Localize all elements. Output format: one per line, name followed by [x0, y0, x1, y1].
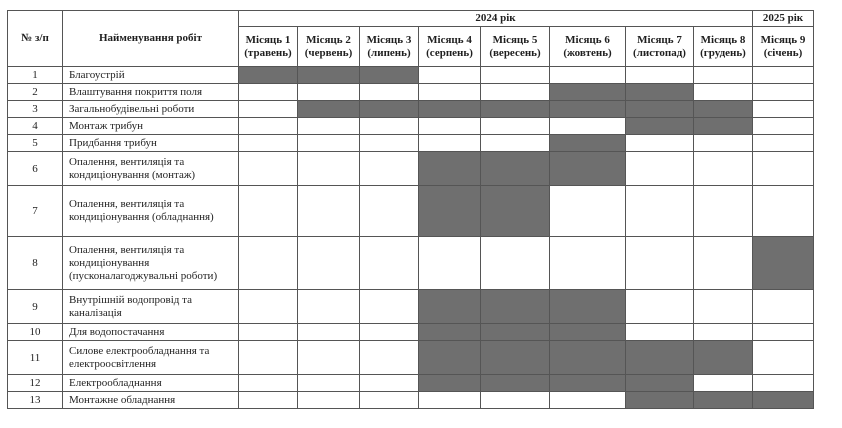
schedule-cell-empty [360, 135, 419, 152]
schedule-cell-empty [298, 290, 360, 324]
schedule-cell-empty [360, 237, 419, 290]
schedule-cell-empty [239, 118, 298, 135]
schedule-cell-active [419, 186, 481, 237]
schedule-cell-empty [298, 324, 360, 341]
schedule-cell-empty [626, 290, 694, 324]
schedule-cell-empty [481, 118, 550, 135]
row-number: 2 [8, 84, 63, 101]
work-name-line: кондиціонування (монтаж) [69, 168, 196, 181]
header-year-2025: 2025 рік [753, 11, 814, 27]
work-name-line: Електрообладнання [69, 376, 162, 389]
work-name [63, 392, 239, 409]
schedule-cell-active [626, 84, 694, 101]
schedule-cell-empty [419, 118, 481, 135]
schedule-cell-empty [550, 67, 626, 84]
schedule-cell-active [550, 152, 626, 186]
schedule-cell-empty [360, 186, 419, 237]
row-number: 7 [8, 186, 63, 237]
row-number: 12 [8, 375, 63, 392]
month-header-8 [694, 27, 753, 67]
table-row [8, 152, 814, 186]
row-number: 4 [8, 118, 63, 135]
work-name [63, 290, 239, 324]
schedule-cell-active [626, 341, 694, 375]
table-row [8, 375, 814, 392]
schedule-cell-empty [694, 324, 753, 341]
row-number: 10 [8, 324, 63, 341]
work-name-line: Опалення, вентиляція та [69, 198, 185, 210]
table-row [8, 324, 814, 341]
schedule-cell-empty [360, 324, 419, 341]
schedule-cell-empty [298, 392, 360, 409]
month-number: Місяць 4 [427, 33, 472, 46]
schedule-cell-empty [481, 84, 550, 101]
schedule-cell-active [694, 101, 753, 118]
month-number: Місяць 7 [637, 33, 682, 46]
header-work-name: Найменування робіт [63, 11, 239, 67]
schedule-cell-active [550, 375, 626, 392]
schedule-cell-empty [694, 186, 753, 237]
month-header-5 [481, 27, 550, 67]
schedule-cell-active [481, 186, 550, 237]
schedule-cell-empty [481, 135, 550, 152]
schedule-cell-empty [419, 237, 481, 290]
schedule-cell-active [481, 152, 550, 186]
schedule-cell-active [419, 341, 481, 375]
schedule-cell-empty [298, 152, 360, 186]
month-number: Місяць 5 [492, 33, 538, 46]
schedule-cell-active [550, 135, 626, 152]
schedule-cell-active [298, 67, 360, 84]
schedule-cell-empty [239, 186, 298, 237]
work-name-line: каналізація [69, 306, 122, 319]
schedule-sheet [7, 10, 814, 409]
row-number: 8 [8, 237, 63, 290]
schedule-cell-empty [550, 392, 626, 409]
work-name [63, 135, 239, 152]
schedule-cell-active [360, 67, 419, 84]
work-name-line: Внутрішній водопровід та [69, 293, 192, 306]
month-name: (липень) [367, 46, 411, 59]
schedule-cell-empty [239, 237, 298, 290]
work-name-line: кондиціонування [69, 256, 150, 269]
schedule-cell-active [550, 101, 626, 118]
work-name [63, 341, 239, 375]
schedule-cell-active [239, 67, 298, 84]
schedule-cell-active [550, 84, 626, 101]
schedule-cell-empty [298, 237, 360, 290]
schedule-cell-empty [626, 152, 694, 186]
table-row [8, 101, 814, 118]
schedule-cell-active [626, 375, 694, 392]
table-row [8, 135, 814, 152]
work-name-line: Придбання трибун [69, 136, 157, 149]
schedule-cell-active [481, 324, 550, 341]
schedule-cell-empty [239, 324, 298, 341]
schedule-cell-empty [481, 237, 550, 290]
row-number: 6 [8, 152, 63, 186]
schedule-cell-empty [753, 186, 814, 237]
schedule-cell-empty [626, 186, 694, 237]
schedule-cell-empty [550, 237, 626, 290]
schedule-cell-active [360, 101, 419, 118]
schedule-cell-active [481, 290, 550, 324]
schedule-cell-empty [239, 101, 298, 118]
header-number: № з/п [8, 11, 63, 67]
work-name-line: кондиціонування (обладнання) [69, 211, 214, 223]
schedule-cell-empty [360, 84, 419, 101]
schedule-cell-active [419, 101, 481, 118]
schedule-cell-empty [753, 101, 814, 118]
month-number: Місяць 3 [366, 33, 412, 46]
schedule-cell-empty [626, 324, 694, 341]
row-number: 5 [8, 135, 63, 152]
month-name: (жовтень) [563, 46, 612, 59]
schedule-cell-empty [694, 152, 753, 186]
table-row [8, 186, 814, 237]
schedule-cell-empty [481, 67, 550, 84]
schedule-cell-empty [419, 67, 481, 84]
schedule-cell-empty [239, 392, 298, 409]
schedule-cell-empty [481, 392, 550, 409]
schedule-cell-empty [694, 67, 753, 84]
month-number: Місяць 6 [565, 33, 610, 46]
schedule-cell-empty [753, 152, 814, 186]
schedule-cell-active [550, 324, 626, 341]
schedule-cell-active [481, 375, 550, 392]
schedule-cell-active [753, 237, 814, 290]
work-name [63, 118, 239, 135]
work-name [63, 237, 239, 290]
schedule-cell-active [481, 341, 550, 375]
schedule-cell-empty [239, 341, 298, 375]
month-number: Місяць 8 [700, 33, 746, 46]
table-row [8, 392, 814, 409]
schedule-cell-active [298, 101, 360, 118]
schedule-cell-active [626, 392, 694, 409]
table-row [8, 118, 814, 135]
schedule-cell-empty [298, 84, 360, 101]
schedule-cell-empty [694, 237, 753, 290]
work-name-line: Опалення, вентиляція та [69, 243, 185, 256]
row-number: 3 [8, 101, 63, 118]
work-name-line: (пусконалагоджувальні роботи) [69, 269, 218, 282]
schedule-cell-empty [753, 375, 814, 392]
month-number: Місяць 2 [306, 33, 351, 46]
work-name-line: Монтаж трибун [69, 119, 143, 132]
month-name: (січень) [763, 46, 803, 59]
table-row [8, 237, 814, 290]
schedule-cell-empty [626, 67, 694, 84]
work-name [63, 152, 239, 186]
schedule-cell-empty [753, 324, 814, 341]
schedule-cell-active [481, 101, 550, 118]
schedule-cell-empty [298, 135, 360, 152]
schedule-cell-empty [360, 290, 419, 324]
schedule-cell-empty [360, 118, 419, 135]
schedule-cell-empty [753, 135, 814, 152]
schedule-cell-empty [360, 152, 419, 186]
month-number: Місяць 9 [760, 33, 806, 46]
month-header-2 [298, 27, 360, 67]
work-name-line: Для водопостачання [69, 325, 165, 338]
month-header-7 [626, 27, 694, 67]
work-schedule-table [7, 10, 814, 409]
schedule-cell-empty [298, 341, 360, 375]
schedule-cell-active [626, 118, 694, 135]
work-name [63, 101, 239, 118]
month-name: (червень) [304, 46, 353, 59]
schedule-cell-active [419, 375, 481, 392]
schedule-cell-empty [419, 135, 481, 152]
schedule-cell-empty [753, 67, 814, 84]
month-header-9 [753, 27, 814, 67]
month-name: (травень) [244, 46, 292, 59]
work-name [63, 67, 239, 84]
row-number: 11 [8, 341, 63, 375]
schedule-cell-active [753, 392, 814, 409]
row-number: 1 [8, 67, 63, 84]
work-name-line: Благоустрій [69, 68, 125, 81]
schedule-cell-empty [753, 341, 814, 375]
schedule-cell-empty [298, 186, 360, 237]
table-row [8, 290, 814, 324]
table-row [8, 67, 814, 84]
work-name-line: електроосвітлення [69, 357, 157, 370]
schedule-cell-active [694, 392, 753, 409]
schedule-cell-empty [239, 290, 298, 324]
work-name-line: Опалення, вентиляція та [69, 155, 185, 168]
schedule-cell-active [419, 290, 481, 324]
month-name: (вересень) [489, 46, 541, 59]
table-row [8, 341, 814, 375]
schedule-cell-empty [753, 84, 814, 101]
schedule-cell-empty [626, 237, 694, 290]
schedule-cell-empty [626, 135, 694, 152]
schedule-cell-empty [239, 152, 298, 186]
schedule-cell-empty [360, 392, 419, 409]
schedule-cell-empty [298, 118, 360, 135]
work-name-line: Силове електрообладнання та [69, 344, 210, 357]
schedule-cell-active [550, 341, 626, 375]
work-name [63, 186, 239, 237]
schedule-cell-active [419, 152, 481, 186]
header-year-2024: 2024 рік [239, 11, 753, 27]
work-name [63, 375, 239, 392]
row-number: 13 [8, 392, 63, 409]
month-name: (серпень) [426, 46, 473, 59]
table-row [8, 84, 814, 101]
schedule-cell-empty [239, 375, 298, 392]
schedule-cell-empty [419, 392, 481, 409]
schedule-cell-empty [239, 135, 298, 152]
month-header-1 [239, 27, 298, 67]
schedule-cell-empty [550, 186, 626, 237]
month-header-6 [550, 27, 626, 67]
row-number: 9 [8, 290, 63, 324]
schedule-cell-empty [753, 290, 814, 324]
schedule-cell-empty [753, 118, 814, 135]
month-name: (листопад) [633, 46, 686, 59]
schedule-cell-active [550, 290, 626, 324]
schedule-cell-active [419, 324, 481, 341]
schedule-cell-empty [360, 375, 419, 392]
schedule-cell-empty [550, 118, 626, 135]
schedule-cell-empty [694, 84, 753, 101]
schedule-cell-empty [694, 290, 753, 324]
schedule-cell-active [694, 341, 753, 375]
month-header-3 [360, 27, 419, 67]
work-name-line: Загальнобудівельні роботи [69, 102, 195, 115]
work-name [63, 324, 239, 341]
schedule-cell-empty [694, 375, 753, 392]
schedule-cell-empty [298, 375, 360, 392]
schedule-cell-active [626, 101, 694, 118]
month-name: (грудень) [700, 46, 746, 59]
schedule-cell-empty [419, 84, 481, 101]
schedule-cell-active [694, 118, 753, 135]
schedule-cell-empty [694, 135, 753, 152]
work-name-line: Монтажне обладнання [69, 393, 176, 406]
work-name [63, 84, 239, 101]
work-name-line: Влаштування покриття поля [69, 85, 203, 98]
schedule-cell-empty [239, 84, 298, 101]
month-number: Місяць 1 [245, 33, 291, 46]
schedule-cell-empty [360, 341, 419, 375]
month-header-4 [419, 27, 481, 67]
